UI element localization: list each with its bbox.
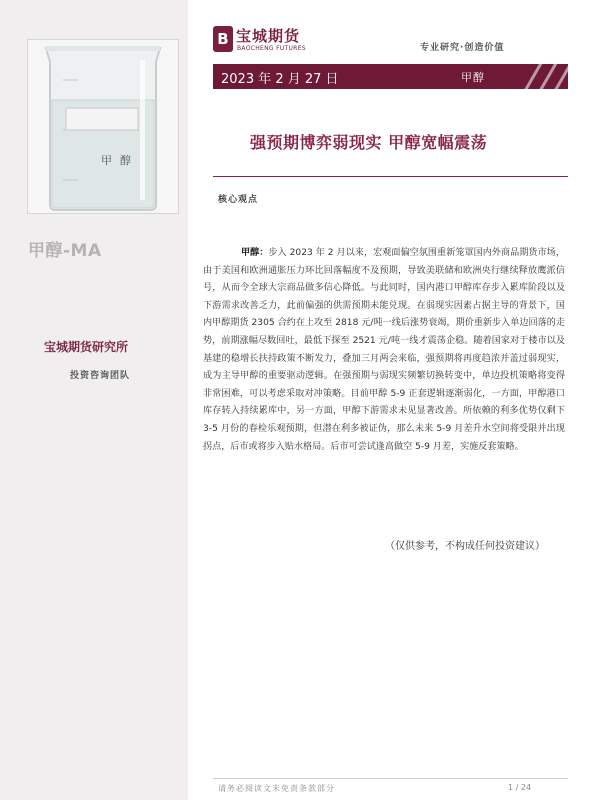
logo-name: 宝城期货	[236, 27, 301, 45]
footer-note: 请务必阅读文末免责条款部分	[218, 784, 335, 793]
disclaimer: （仅供参考，不构成任何投资建议）	[385, 541, 545, 552]
date-bar	[213, 64, 568, 89]
title-divider	[213, 176, 568, 177]
beaker-icon	[28, 40, 178, 213]
logo-mark-icon: B	[213, 26, 233, 52]
logo-english-name: BAOCHENG FUTURES	[237, 45, 306, 52]
report-title: 强预期博弈弱现实 甲醇宽幅震荡	[250, 133, 488, 152]
section-heading: 核心观点	[218, 195, 259, 205]
page-number: 1 / 24	[508, 783, 532, 792]
paragraph-body: 步入 2023 年 2 月以来，宏观面偏空氛围重新笼罩国内外商品期货市场，由于美国和欧洲通胀压力环比回落幅度不及预期，导致美联储和欧洲央行继续释放鹰派信号，从而令全球大宗商品做多信心降低。与此同时，国内港口甲醇库存步入累库阶段以及下游需求改善乏力，此前偏强的供需预期未能兑现。在弱现实因素占据主导的背景下，国内甲醇期货 2305 合约在上攻至 2818 元/吨一线后涨势衰竭，期价重新步入单边回落的走势，前期涨幅尽数回吐，最低下探至 2521 元/吨一线才震荡企稳。随着国家对于楼市以及基建的稳增长扶持政策不断发力，叠加三月两会来临，强预期将再度趋浓并盖过弱现实，成为主导甲醇的重要驱动逻辑。在强预期与弱现实频繁切换转变中，单边投机策略将变得非常困难，可以考虑采取对冲策略。目前甲醇 5-9 正套逻辑逐渐弱化，一方面，甲醇港口库存转入持续累库中，另一方面，甲醇下游需求未见显著改善。所依赖的利多优势仅剩下 3-5 月份的春检乐观预期，但潜在利多被证伪，那么未来 5-9 月差升水空间将受限并出现拐点，后市或将步入贴水格局。后市可尝试逢高做空 5-9 月差，实施反套策略。	[203, 248, 565, 452]
sidebar	[0, 0, 188, 800]
paragraph-lead: 甲醇：	[241, 248, 269, 259]
product-tag: 甲醇	[461, 71, 485, 84]
slogan: 专业研究·创造价值	[420, 43, 505, 53]
institute-name: 宝城期货研究所	[44, 340, 129, 354]
product-title: 甲醇-MA	[28, 241, 102, 261]
footer-divider	[213, 778, 568, 779]
report-date: 2023 年 2 月 27 日	[221, 72, 339, 87]
core-viewpoint-paragraph	[203, 245, 565, 456]
beaker-image	[27, 39, 179, 214]
team-name: 投资咨询团队	[70, 371, 131, 381]
beaker-label: 甲醇	[101, 154, 139, 167]
